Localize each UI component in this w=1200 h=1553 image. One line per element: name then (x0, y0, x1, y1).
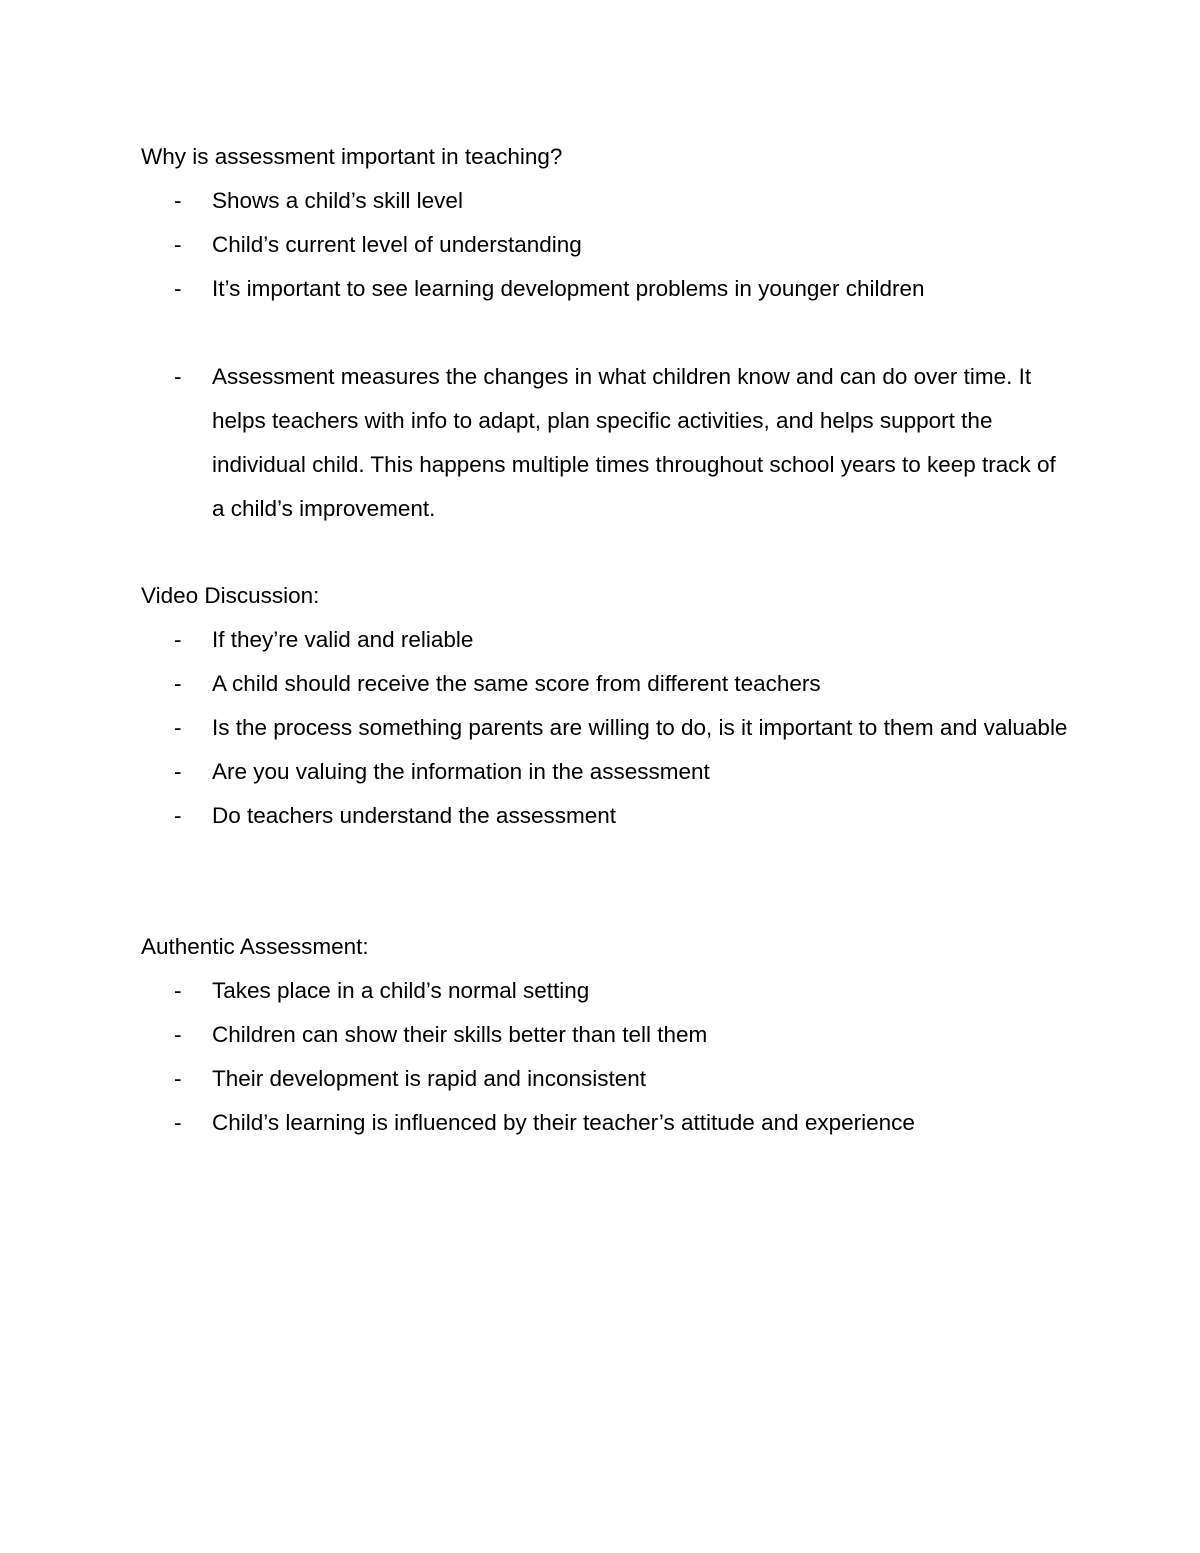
list-item-text: Child’s learning is influenced by their teacher’s attitude and experience (212, 1110, 915, 1135)
list-item (141, 355, 1081, 531)
list-item-text: Assessment measures the changes in what children know and can do over time. It helps teachers with info to adapt, plan specific activities, and helps support the individual child. This happens multiple times throughout school years to keep track of a child’s improvement. (212, 364, 1056, 521)
list-item (141, 223, 1081, 267)
dash-bullet: - (174, 671, 182, 696)
list-item-text: Do teachers understand the assessment (212, 803, 616, 828)
dash-bullet: - (174, 627, 182, 652)
section-heading: Authentic Assessment: (141, 934, 369, 959)
list-item-text: Children can show their skills better than tell them (212, 1022, 708, 1047)
dash-bullet: - (174, 1110, 182, 1135)
list-item (141, 1013, 1081, 1057)
dash-bullet: - (174, 803, 182, 828)
section-why-assessment (141, 135, 1081, 531)
list-item-text: Is the process something parents are willing to do, is it important to them and valuable (212, 715, 1068, 740)
list-item-text: A child should receive the same score from different teachers (212, 671, 821, 696)
list-item (141, 1101, 1081, 1145)
section-video-discussion (141, 574, 1081, 838)
list-item-text: It’s important to see learning development problems in younger children (212, 276, 925, 301)
section-heading: Video Discussion: (141, 583, 320, 608)
dash-bullet: - (174, 1066, 182, 1091)
dash-bullet: - (174, 978, 182, 1003)
list-item (141, 179, 1081, 223)
section-authentic-assessment (141, 925, 1081, 1145)
list-spacer (141, 311, 1081, 355)
dash-bullet: - (174, 1022, 182, 1047)
dash-bullet: - (174, 364, 182, 389)
list-item (141, 706, 1081, 750)
dash-bullet: - (174, 276, 182, 301)
list-item (141, 794, 1081, 838)
list-item-text: Are you valuing the information in the assessment (212, 759, 710, 784)
list-item-text: If they’re valid and reliable (212, 627, 474, 652)
dash-bullet: - (174, 715, 182, 740)
list-item (141, 750, 1081, 794)
list-item-text: Child’s current level of understanding (212, 232, 582, 257)
dash-bullet: - (174, 759, 182, 784)
list-item (141, 662, 1081, 706)
list-item-text: Takes place in a child’s normal setting (212, 978, 590, 1003)
bullet-list (141, 618, 1081, 838)
dash-bullet: - (174, 188, 182, 213)
list-item (141, 969, 1081, 1013)
bullet-list (141, 179, 1081, 531)
list-item (141, 267, 1081, 311)
list-item-text: Their development is rapid and inconsistent (212, 1066, 646, 1091)
list-item (141, 618, 1081, 662)
dash-bullet: - (174, 232, 182, 257)
bullet-list (141, 969, 1081, 1145)
list-item-text: Shows a child’s skill level (212, 188, 463, 213)
list-item (141, 1057, 1081, 1101)
section-heading: Why is assessment important in teaching? (141, 144, 563, 169)
